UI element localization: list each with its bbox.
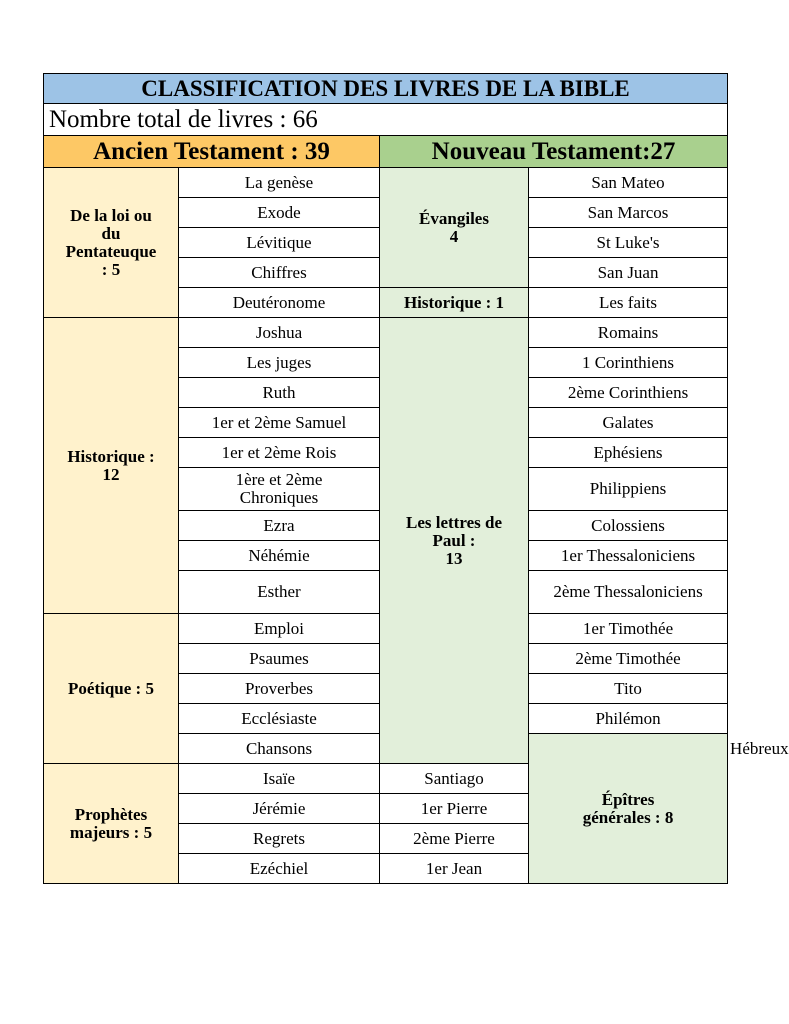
new-testament-heading: Nouveau Testament:27	[380, 136, 728, 168]
nt-book: San Juan	[529, 258, 728, 288]
nt-book: San Marcos	[529, 198, 728, 228]
nt-book: 1er Jean	[380, 854, 529, 884]
ot-book: Deutéronome	[179, 288, 380, 318]
total-books: Nombre total de livres : 66	[44, 104, 728, 136]
nt-book: 2ème Corinthiens	[529, 378, 728, 408]
nt-book: St Luke's	[529, 228, 728, 258]
nt-book: Santiago	[380, 764, 529, 794]
group-major-prophets: Prophètes majeurs : 5	[44, 764, 179, 884]
nt-book: Tito	[529, 674, 728, 704]
ot-book: Isaïe	[179, 764, 380, 794]
ot-book: Ruth	[179, 378, 380, 408]
group-nt-historical: Historique : 1	[380, 288, 529, 318]
ot-book: Lévitique	[179, 228, 380, 258]
bible-classification-table: CLASSIFICATION DES LIVRES DE LA BIBLE Nombre total de livres : 66 Ancien Testament : 39 Nouveau Testament:27 De la loi ou du Pentateuque : 5 La genèse Évangiles 4 San Mateo Exode San Marcos Lévitique St Luke's Chiffres San Juan Deutéronome Historique : 1 Les faits Historique : 12 Joshua Les lettres de Paul : 13 Romains Les juges 1 Corinthiens Ruth 2ème Corinthiens 1er et 2ème Samuel Galates 1er et 2ème Rois Ephésiens 1ère et 2ème Chroniques Philippiens Ezra Colossiens Néhémie 1er Thessaloniciens Esther 2ème Thessaloniciens Poétique : 5 Emploi 1er Timothée Psaumes 2ème Timothée Proverbes Tito Ecclésiaste Philémon Chansons Épîtres générales : 8 Hébreux Prophètes majeurs : 5 Isaïe Santiago Jérémie 1er Pierre Regrets 2ème Pierre Ezéchiel 1er Jean	[43, 73, 728, 884]
nt-book: 1er Pierre	[380, 794, 529, 824]
table-title: CLASSIFICATION DES LIVRES DE LA BIBLE	[44, 74, 728, 104]
ot-book: Psaumes	[179, 644, 380, 674]
ot-book: 1er et 2ème Rois	[179, 438, 380, 468]
nt-book: San Mateo	[529, 168, 728, 198]
old-testament-heading: Ancien Testament : 39	[44, 136, 380, 168]
nt-book: 1er Timothée	[529, 614, 728, 644]
ot-book: Esther	[179, 571, 380, 614]
ot-book: Les juges	[179, 348, 380, 378]
group-ot-historical: Historique : 12	[44, 318, 179, 614]
ot-book: Jérémie	[179, 794, 380, 824]
ot-book: Regrets	[179, 824, 380, 854]
ot-book: Joshua	[179, 318, 380, 348]
ot-book: Néhémie	[179, 541, 380, 571]
group-gospels: Évangiles 4	[380, 168, 529, 288]
nt-book: Philippiens	[529, 468, 728, 511]
group-paul: Les lettres de Paul : 13	[380, 318, 529, 764]
nt-book: 1 Corinthiens	[529, 348, 728, 378]
ot-book: Proverbes	[179, 674, 380, 704]
nt-book: 2ème Thessaloniciens	[529, 571, 728, 614]
nt-book: 2ème Pierre	[380, 824, 529, 854]
nt-book: Les faits	[529, 288, 728, 318]
nt-book: Galates	[529, 408, 728, 438]
ot-book: Chiffres	[179, 258, 380, 288]
group-general-epistles: Épîtres générales : 8	[529, 734, 728, 884]
ot-book: 1ère et 2ème Chroniques	[179, 468, 380, 511]
ot-book: La genèse	[179, 168, 380, 198]
group-poetic: Poétique : 5	[44, 614, 179, 764]
nt-book: Ephésiens	[529, 438, 728, 468]
ot-book: Chansons	[179, 734, 380, 764]
nt-book: Colossiens	[529, 511, 728, 541]
ot-book: Emploi	[179, 614, 380, 644]
ot-book: Ecclésiaste	[179, 704, 380, 734]
nt-book: 2ème Timothée	[529, 644, 728, 674]
nt-book: Philémon	[529, 704, 728, 734]
ot-book: Ezra	[179, 511, 380, 541]
group-law: De la loi ou du Pentateuque : 5	[44, 168, 179, 318]
nt-book: Romains	[529, 318, 728, 348]
ot-book: Exode	[179, 198, 380, 228]
ot-book: Ezéchiel	[179, 854, 380, 884]
nt-book: 1er Thessaloniciens	[529, 541, 728, 571]
ot-book: 1er et 2ème Samuel	[179, 408, 380, 438]
